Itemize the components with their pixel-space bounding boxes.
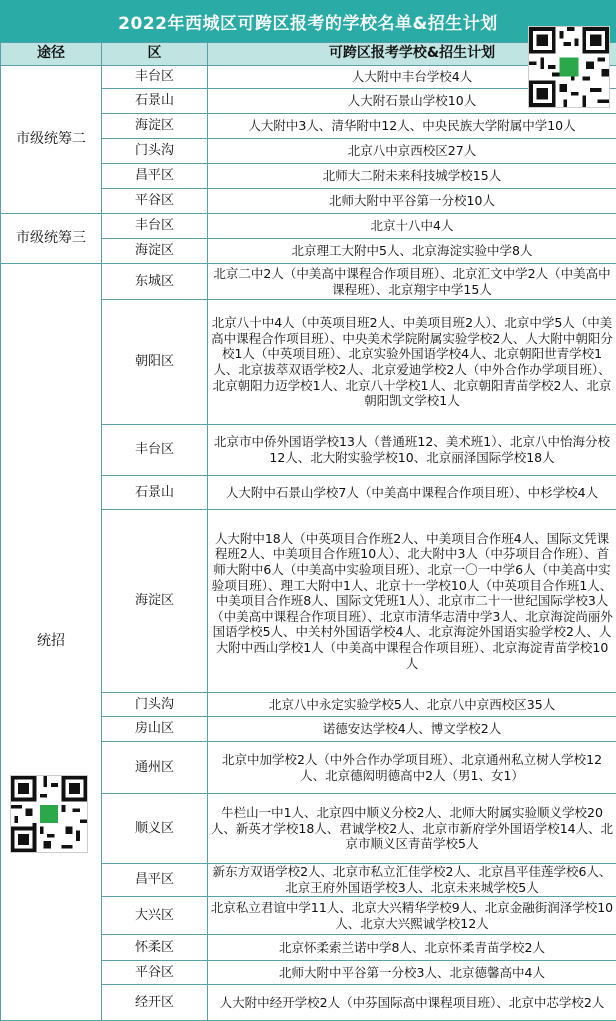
district-cell: 通州区 — [102, 742, 208, 794]
district-cell: 丰台区 — [102, 425, 208, 476]
district-cell: 平谷区 — [102, 961, 208, 985]
district-cell: 昌平区 — [102, 864, 208, 897]
plan-cell: 牛栏山一中1人、北京四中顺义分校2人、北师大附属实验顺义学校20人、新英才学校18人、君诚学校2人、北京市新府学外国语学校14人、北京市顺义区青苗学校5人 — [208, 794, 616, 864]
plan-cell: 人大附中3人、清华附中12人、中央民族大学附属中学10人 — [208, 114, 616, 139]
plan-cell: 北师大二附未来科技城学校15人 — [208, 164, 616, 189]
plan-cell: 新东方双语学校2人、北京市私立汇佳学校2人、北京昌平佳莲学校6人、北京王府外国语学校3人、北京未来城学校5人 — [208, 864, 616, 897]
plan-cell: 人大附中石景山学校7人（中美高中课程合作项目班）、中杉学校4人 — [208, 476, 616, 510]
district-cell: 房山区 — [102, 717, 208, 742]
header-plan: 可跨区报考学校&招生计划 — [208, 43, 616, 66]
plan-cell: 人大附中经开学校2人（中芬国际高中课程项目班）、北京中芯学校2人 — [208, 985, 616, 1021]
district-cell: 朝阳区 — [102, 300, 208, 425]
plan-cell: 北师大附中平谷第一分校10人 — [208, 189, 616, 214]
plan-cell: 北京中加学校2人（中外合作办学项目班）、北京通州私立树人学校12人、北京德闳明德高中2人（男1、女1） — [208, 742, 616, 794]
plan-cell: 北京私立君谊中学11人、北京大兴精华学校9人、北京金融街润泽学校10人、北京大兴熙诚学校12人 — [208, 897, 616, 935]
header-route: 途径 — [1, 43, 102, 66]
table-header-row — [1, 43, 616, 66]
plan-cell: 北京八中京西校区27人 — [208, 139, 616, 164]
district-cell: 海淀区 — [102, 114, 208, 139]
plan-cell: 诺德安达学校4人、博文学校2人 — [208, 717, 616, 742]
plan-cell: 北京二中2人（中美高中课程合作项目班）、北京汇文中学2人（中美高中课程班）、北京翔宇中学15人 — [208, 264, 616, 300]
plan-cell: 北京十八中4人 — [208, 214, 616, 239]
district-cell: 东城区 — [102, 264, 208, 300]
district-cell: 昌平区 — [102, 164, 208, 189]
district-cell: 海淀区 — [102, 510, 208, 693]
table-row — [1, 66, 616, 89]
route-cell: 市级统筹三 — [1, 214, 102, 264]
district-cell: 怀柔区 — [102, 935, 208, 961]
plan-cell: 北师大附中平谷第一分校3人、北京德馨高中4人 — [208, 961, 616, 985]
district-cell: 石景山 — [102, 476, 208, 510]
admission-table — [0, 42, 616, 1021]
route-cell: 统招 — [1, 264, 102, 1021]
plan-cell: 北京市中侨外国语学校13人（普通班12、美术班1）、北京八中怡海分校12人、北大附实验学校10、北京丽泽国际学校18人 — [208, 425, 616, 476]
district-cell: 经开区 — [102, 985, 208, 1021]
plan-cell: 北京怀柔索兰诺中学8人、北京怀柔青苗学校2人 — [208, 935, 616, 961]
district-cell: 顺义区 — [102, 794, 208, 864]
table-row — [1, 214, 616, 239]
district-cell: 石景山 — [102, 89, 208, 114]
page-title: 2022年西城区可跨区报考的学校名单&招生计划 — [0, 0, 616, 42]
district-cell: 门头沟 — [102, 693, 208, 717]
plan-cell: 人大附中丰台学校4人 — [208, 66, 616, 89]
plan-cell: 北京理工大附中5人、北京海淀实验中学8人 — [208, 239, 616, 264]
qr-code-icon — [10, 775, 88, 853]
header-district: 区 — [102, 43, 208, 66]
plan-cell: 人大附中18人（中英项目合作班2人、中美项目合作班4人、国际文凭课程班2人、中美项目合作班10人）、北大附中3人（中芬项目合作班）、首师大附中6人（中美高中实验项目班）、北京一〇一中学6人（中美高中实验项目班）、理工大附中1人、北京十一学校10人（中英项目合作班1人、中美项目合作班8人、国际文凭班1人）、北京市二十一世纪国际学校3人（中美高中课程合作项目班）、北京市清华志清中学3人、北京海淀尚丽外国语学校5人、中关村外国语学校4人、北京海淀外国语实验学校2人、人大附中西山学校1人（中美高中课程合作项目班）、北京海淀青苗学校10人 — [208, 510, 616, 693]
district-cell: 大兴区 — [102, 897, 208, 935]
district-cell: 平谷区 — [102, 189, 208, 214]
route-cell: 市级统筹二 — [1, 66, 102, 214]
table-row — [1, 264, 616, 300]
plan-cell: 北京八中永定实验学校5人、北京八中京西校区35人 — [208, 693, 616, 717]
plan-cell: 北京八十中4人（中英项目班2人、中美项目班2人）、北京中学5人（中美高中课程合作项目班）、中央美术学院附属实验学校2人、人大附中朝阳分校1人（中英项目班）、北京实验外国语学校4人、北京朝阳世青学校1人、北京拔萃双语学校2人、北京爱迪学校2人（中外合作办学项目班）、北京朝阳力迈学校1人、北京八十学校1人、北京朝阳青苗学校2人、北京朝阳凯文学校1人 — [208, 300, 616, 425]
district-cell: 海淀区 — [102, 239, 208, 264]
plan-cell: 人大附石景山学校10人 — [208, 89, 616, 114]
district-cell: 丰台区 — [102, 214, 208, 239]
qr-code-icon — [528, 26, 610, 108]
district-cell: 门头沟 — [102, 139, 208, 164]
district-cell: 丰台区 — [102, 66, 208, 89]
